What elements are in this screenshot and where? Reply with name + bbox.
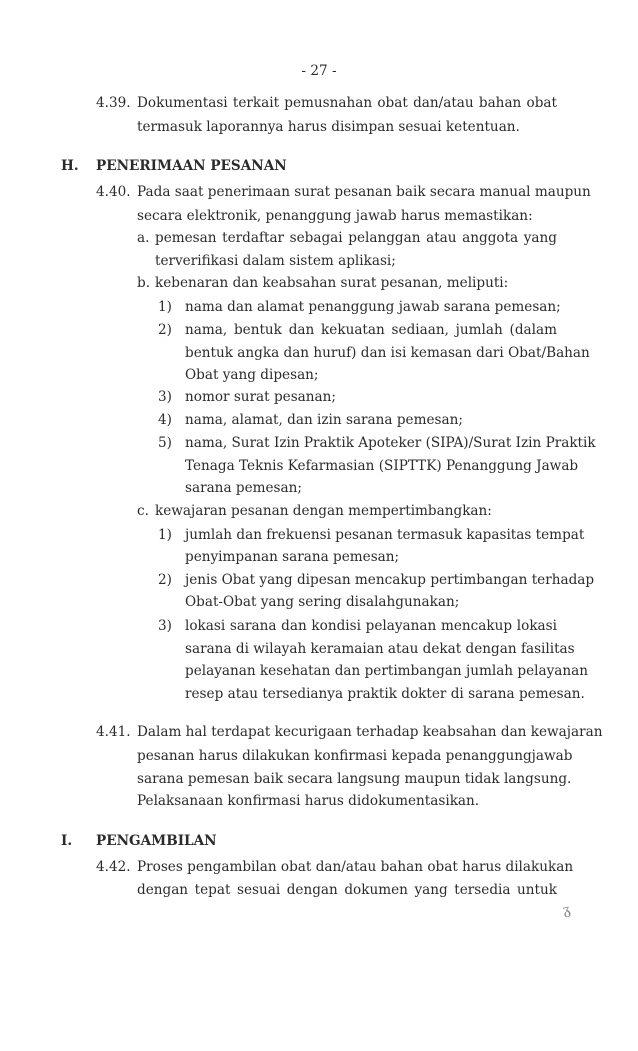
clause-4-40-line-2: secara elektronik, penanggung jawab harus memastikan: [137,208,533,224]
item-b-5-line-1: nama, Surat Izin Praktik Apoteker (SIPA)/Surat Izin Praktik [185,435,596,451]
item-c-line-1: kewajaran pesanan dengan mempertimbangkan: [155,503,492,519]
item-c-3-line-3: pelayanan kesehatan dan pertimbangan jumlah pelayanan [185,663,588,679]
item-b-2-line-3: Obat yang dipesan; [185,367,319,383]
clause-4-41-line-4: Pelaksanaan konfirmasi harus didokumentasikan. [137,793,480,809]
page-number: - 27 - [301,63,337,79]
item-c-3-line-1: lokasi sarana dan kondisi pelayanan mencakup lokasi [185,618,557,634]
item-b-3-number: 3) [158,389,172,405]
clause-4-42-line-1: Proses pengambilan obat dan/atau bahan obat harus dilakukan [137,859,574,875]
clause-4-41-line-1: Dalam hal terdapat kecurigaan terhadap keabsahan dan kewajaran [137,724,603,740]
item-b-1-number: 1) [158,299,172,315]
item-b-2-line-1: nama, bentuk dan kekuatan sediaan, jumlah (dalam [185,322,557,338]
item-c-3-number: 3) [158,618,172,634]
item-c-label: c. [137,503,149,519]
paraf-initial-mark: ᵹ [561,899,572,919]
item-b-2-line-2: bentuk angka dan huruf) dan isi kemasan dari Obat/Bahan [185,345,590,361]
item-a-line-1: pemesan terdaftar sebagai pelanggan atau anggota yang [155,230,557,246]
item-b-2-number: 2) [158,322,172,338]
item-b-4-line-1: nama, alamat, dan izin sarana pemesan; [185,412,463,428]
item-b-label: b. [137,275,151,291]
clause-4-39-number: 4.39. [96,95,131,111]
item-c-1-line-2: penyimpanan sarana pemesan; [185,549,400,565]
item-c-3-line-4: resep atau tersedianya praktik dokter di sarana pemesan. [185,686,585,702]
item-b-1-line-1: nama dan alamat penanggung jawab sarana pemesan; [185,299,561,315]
section-i-letter: I. [61,833,73,849]
item-c-1-number: 1) [158,527,172,543]
section-i-title: PENGAMBILAN [96,833,217,849]
item-b-5-line-2: Tenaga Teknis Kefarmasian (SIPTTK) Penanggung Jawab [185,458,579,474]
clause-4-39-line-1: Dokumentasi terkait pemusnahan obat dan/atau bahan obat [137,95,557,111]
clause-4-39-line-2: termasuk laporannya harus disimpan sesuai ketentuan. [137,119,520,135]
clause-4-42-line-2: dengan tepat sesuai dengan dokumen yang tersedia untuk [137,882,557,898]
item-c-2-number: 2) [158,572,172,588]
section-h-title: PENERIMAAN PESANAN [96,158,287,174]
clause-4-41-line-3: sarana pemesan baik secara langsung maupun tidak langsung. [137,771,572,787]
clause-4-41-number: 4.41. [96,724,131,740]
item-b-line-1: kebenaran dan keabsahan surat pesanan, meliputi: [155,275,509,291]
item-c-2-line-1: jenis Obat yang dipesan mencakup pertimbangan terhadap [185,572,595,588]
clause-4-41-line-2: pesanan harus dilakukan konfirmasi kepada penanggungjawab [137,748,573,764]
section-h-letter: H. [61,158,79,174]
item-a-label: a. [137,230,150,246]
item-c-2-line-2: Obat-Obat yang sering disalahgunakan; [185,594,460,610]
item-b-3-line-1: nomor surat pesanan; [185,389,336,405]
item-b-5-number: 5) [158,435,172,451]
item-c-1-line-1: jumlah dan frekuensi pesanan termasuk kapasitas tempat [185,527,585,543]
item-a-line-2: terverifikasi dalam sistem aplikasi; [155,253,396,269]
clause-4-40-line-1: Pada saat penerimaan surat pesanan baik secara manual maupun [137,184,591,200]
clause-4-40-number: 4.40. [96,184,131,200]
item-b-4-number: 4) [158,412,172,428]
item-b-5-line-3: sarana pemesan; [185,480,302,496]
clause-4-42-number: 4.42. [96,859,131,875]
item-c-3-line-2: sarana di wilayah keramaian atau dekat dengan fasilitas [185,641,575,657]
